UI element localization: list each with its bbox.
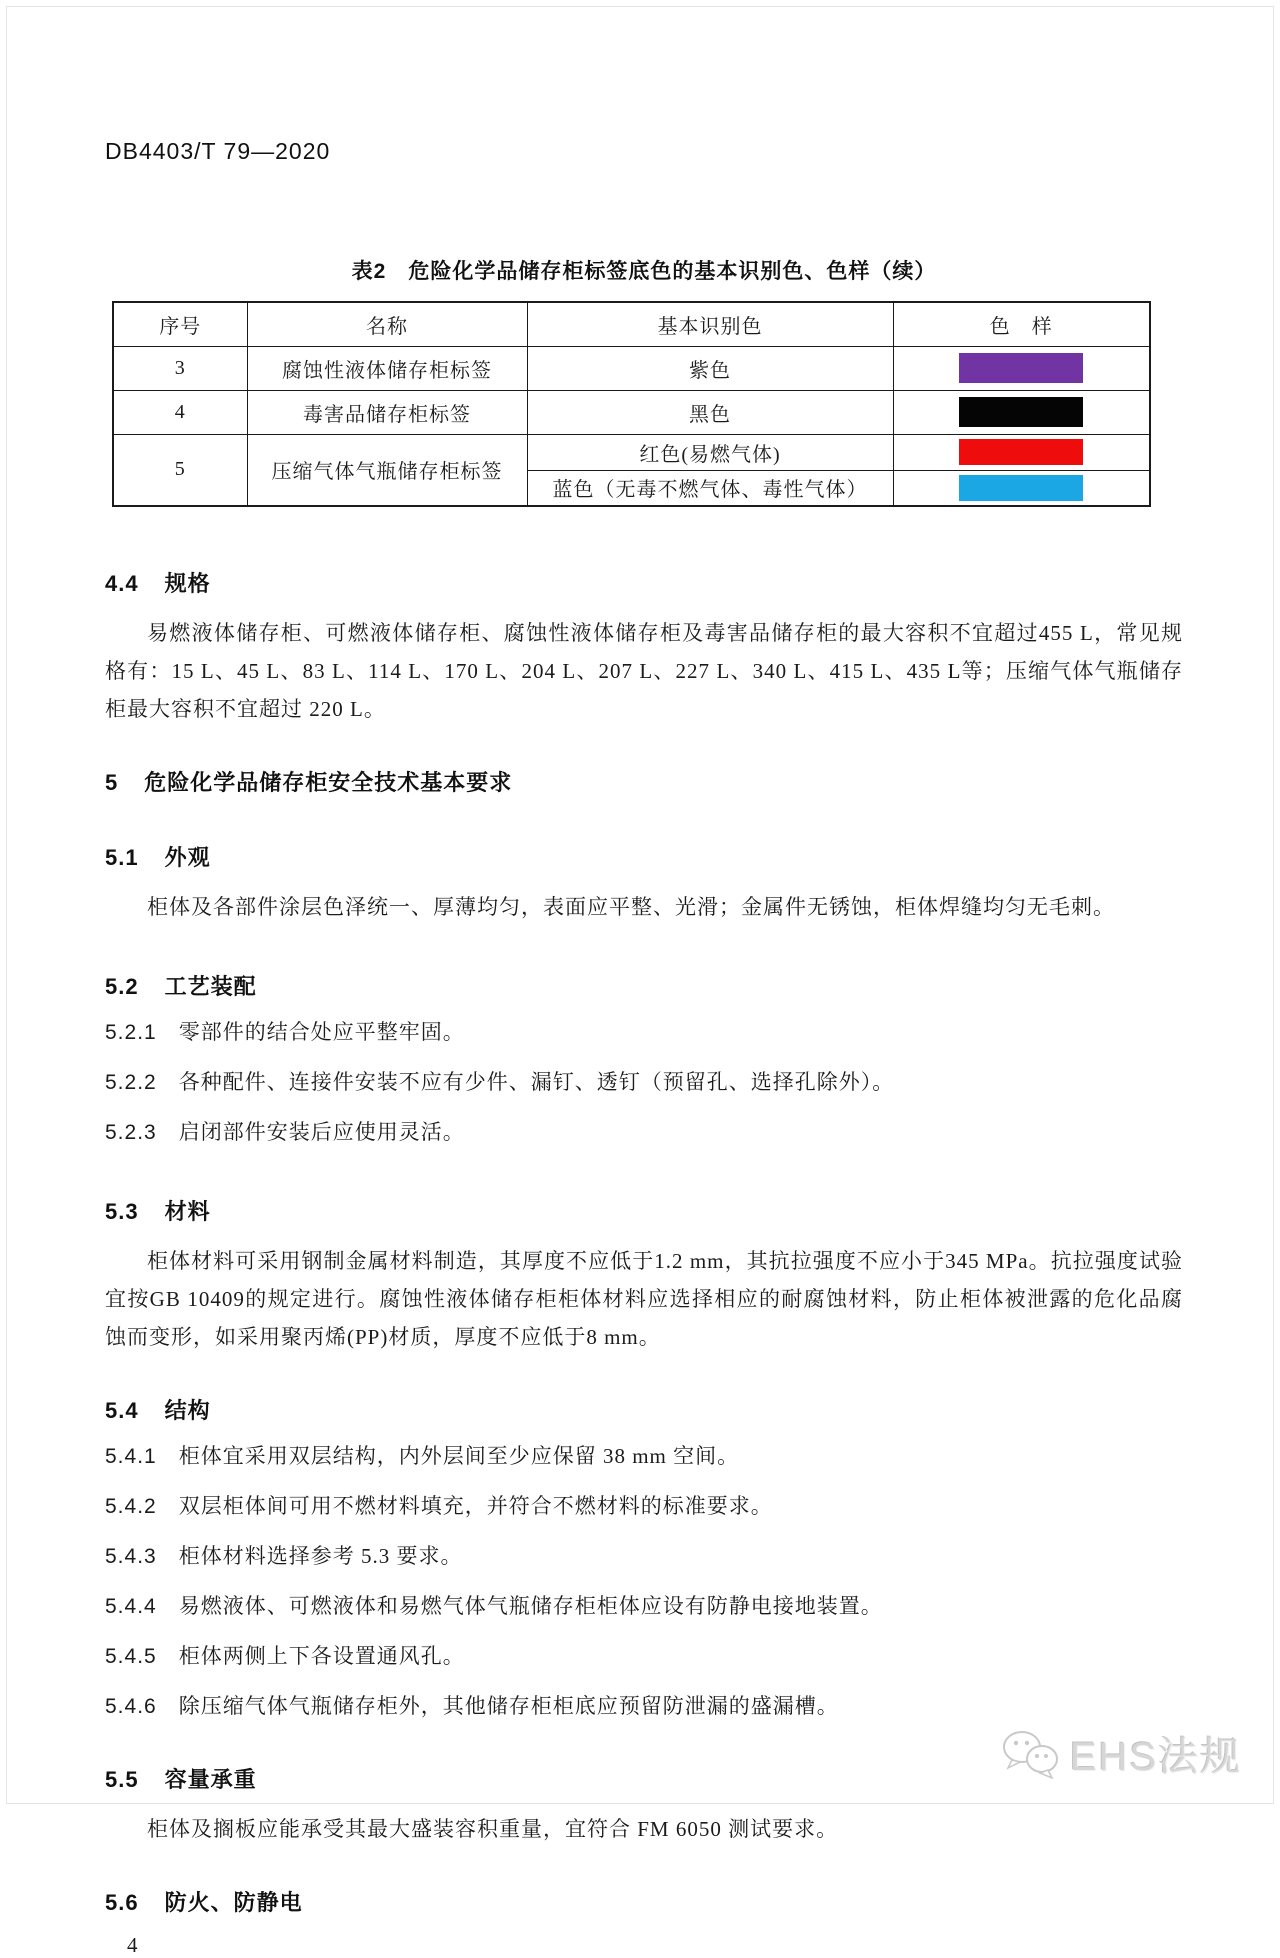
row-swatch-cell xyxy=(893,470,1150,506)
row-swatch-cell xyxy=(893,390,1150,434)
paragraph-5-5: 柜体及搁板应能承受其最大盛装容积重量，宜符合 FM 6050 测试要求。 xyxy=(147,1817,839,1841)
section-title: 外观 xyxy=(164,845,211,870)
section-heading-5-4 xyxy=(105,1394,1183,1425)
section-title: 材料 xyxy=(164,1199,211,1224)
clause-text: 柜体材料选择参考 5.3 要求。 xyxy=(178,1544,463,1568)
doc-number: DB4403/T 79—2020 xyxy=(105,138,331,164)
row-basic-color: 红色(易燃气体) xyxy=(527,434,893,470)
section-title: 工艺装配 xyxy=(164,974,257,999)
section-number: 5 xyxy=(105,770,119,795)
clause-5-2-1 xyxy=(105,1014,1183,1051)
color-swatch-black xyxy=(959,397,1083,427)
header-cell-name: 名称 xyxy=(247,302,527,346)
clause-text: 柜体两侧上下各设置通风孔。 xyxy=(178,1644,465,1668)
row-name: 毒害品储存柜标签 xyxy=(247,390,527,434)
section-heading-5-3 xyxy=(105,1195,1183,1226)
clause-text: 零部件的结合处应平整牢固。 xyxy=(178,1020,465,1044)
table-row xyxy=(113,390,1150,434)
section-heading-4-4 xyxy=(105,567,1183,598)
header-cell-basic-color: 基本识别色 xyxy=(527,302,893,346)
clause-number: 5.4.3 xyxy=(105,1545,157,1568)
row-index: 3 xyxy=(113,346,247,390)
clause-number: 5.2.3 xyxy=(105,1121,157,1144)
paragraph-5-3: 柜体材料可采用钢制金属材料制造，其厚度不应低于1.2 mm，其抗拉强度不应小于345 MPa。抗拉强度试验宜按GB 10409的规定进行。腐蚀性液体储存柜柜体材料应选择相应的耐腐蚀材料，防止柜体被泄露的危化品腐蚀而变形，如采用聚丙烯(PP)材质，厚度不应低于8 mm。 xyxy=(105,1249,1183,1349)
row-name: 压缩气体气瓶储存柜标签 xyxy=(247,434,527,506)
clause-number: 5.2.2 xyxy=(105,1071,157,1094)
row-swatch-cell xyxy=(893,346,1150,390)
clause-number: 5.4.2 xyxy=(105,1495,157,1518)
clause-number: 5.4.1 xyxy=(105,1445,157,1468)
row-basic-color: 蓝色（无毒不燃气体、毒性气体） xyxy=(527,470,893,506)
watermark xyxy=(1000,1725,1242,1782)
section-number: 4.4 xyxy=(105,571,139,596)
clause-5-4-6 xyxy=(105,1688,1183,1725)
section-heading-5-2 xyxy=(105,970,1183,1001)
row-basic-color: 紫色 xyxy=(527,346,893,390)
row-index: 4 xyxy=(113,390,247,434)
clause-number: 5.4.4 xyxy=(105,1595,157,1618)
row-basic-color: 黑色 xyxy=(527,390,893,434)
clause-text: 除压缩气体气瓶储存柜外，其他储存柜柜底应预留防泄漏的盛漏槽。 xyxy=(178,1694,839,1718)
color-swatch-purple xyxy=(959,353,1083,383)
section-title: 规格 xyxy=(164,571,211,596)
section-number: 5.1 xyxy=(105,845,139,870)
clause-number: 5.2.1 xyxy=(105,1021,157,1044)
header-cell-color-sample: 色 样 xyxy=(893,302,1150,346)
section-number: 5.4 xyxy=(105,1398,139,1423)
color-sample-table xyxy=(112,301,1151,507)
clause-5-4-5 xyxy=(105,1638,1183,1675)
clause-5-4-3 xyxy=(105,1538,1183,1575)
paragraph-4-4: 易燃液体储存柜、可燃液体储存柜、腐蚀性液体储存柜及毒害品储存柜的最大容积不宜超过455 L，常见规格有：15 L、45 L、83 L、114 L、170 L、204 L、207 L、227 L、340 L、415 L、435 L等；压缩气体气瓶储存柜最大容积不宜超过 220 L。 xyxy=(105,621,1183,721)
section-number: 5.2 xyxy=(105,974,139,999)
row-name: 腐蚀性液体储存柜标签 xyxy=(247,346,527,390)
section-number: 5.3 xyxy=(105,1199,139,1224)
page-number: 4 xyxy=(127,1933,138,1957)
color-swatch-red xyxy=(959,439,1083,465)
clause-text: 双层柜体间可用不燃材料填充，并符合不燃材料的标准要求。 xyxy=(178,1494,773,1518)
section-number: 5.6 xyxy=(105,1890,139,1915)
chapter-heading-5 xyxy=(105,766,1183,797)
table-row xyxy=(113,434,1150,470)
clause-text: 启闭部件安装后应使用灵活。 xyxy=(178,1120,465,1144)
watermark-text: EHS法规 xyxy=(1069,1735,1242,1779)
section-title: 危险化学品储存柜安全技术基本要求 xyxy=(144,770,513,795)
clause-number: 5.4.6 xyxy=(105,1695,157,1718)
section-heading-5-1 xyxy=(105,841,1183,872)
color-swatch-blue xyxy=(959,475,1083,501)
clause-number: 5.4.5 xyxy=(105,1645,157,1668)
table-title: 表2 危险化学品储存柜标签底色的基本识别色、色样（续） xyxy=(351,260,937,283)
section-heading-5-6 xyxy=(105,1886,1183,1917)
row-swatch-cell xyxy=(893,434,1150,470)
clause-5-4-4 xyxy=(105,1588,1183,1625)
clause-text: 柜体宜采用双层结构，内外层间至少应保留 38 mm 空间。 xyxy=(178,1444,740,1468)
section-title: 容量承重 xyxy=(164,1767,257,1792)
section-title: 结构 xyxy=(164,1398,211,1423)
clause-5-2-3 xyxy=(105,1114,1183,1151)
section-title: 防火、防静电 xyxy=(164,1890,303,1915)
header-cell-index: 序号 xyxy=(113,302,247,346)
section-number: 5.5 xyxy=(105,1767,139,1792)
paragraph-5-1: 柜体及各部件涂层色泽统一、厚薄均匀，表面应平整、光滑；金属件无锈蚀，柜体焊缝均匀无毛刺。 xyxy=(147,895,1115,919)
clause-text: 易燃液体、可燃液体和易燃气体气瓶储存柜柜体应设有防静电接地装置。 xyxy=(178,1594,883,1618)
clause-5-2-2 xyxy=(105,1064,1183,1101)
row-index: 5 xyxy=(113,434,247,506)
table-row xyxy=(113,346,1150,390)
clause-text: 各种配件、连接件安装不应有少件、漏钉、透钉（预留孔、选择孔除外）。 xyxy=(178,1070,895,1094)
clause-5-4-1 xyxy=(105,1438,1183,1475)
table-header-row xyxy=(113,302,1150,346)
wechat-icon xyxy=(1000,1729,1062,1779)
clause-5-4-2 xyxy=(105,1488,1183,1525)
